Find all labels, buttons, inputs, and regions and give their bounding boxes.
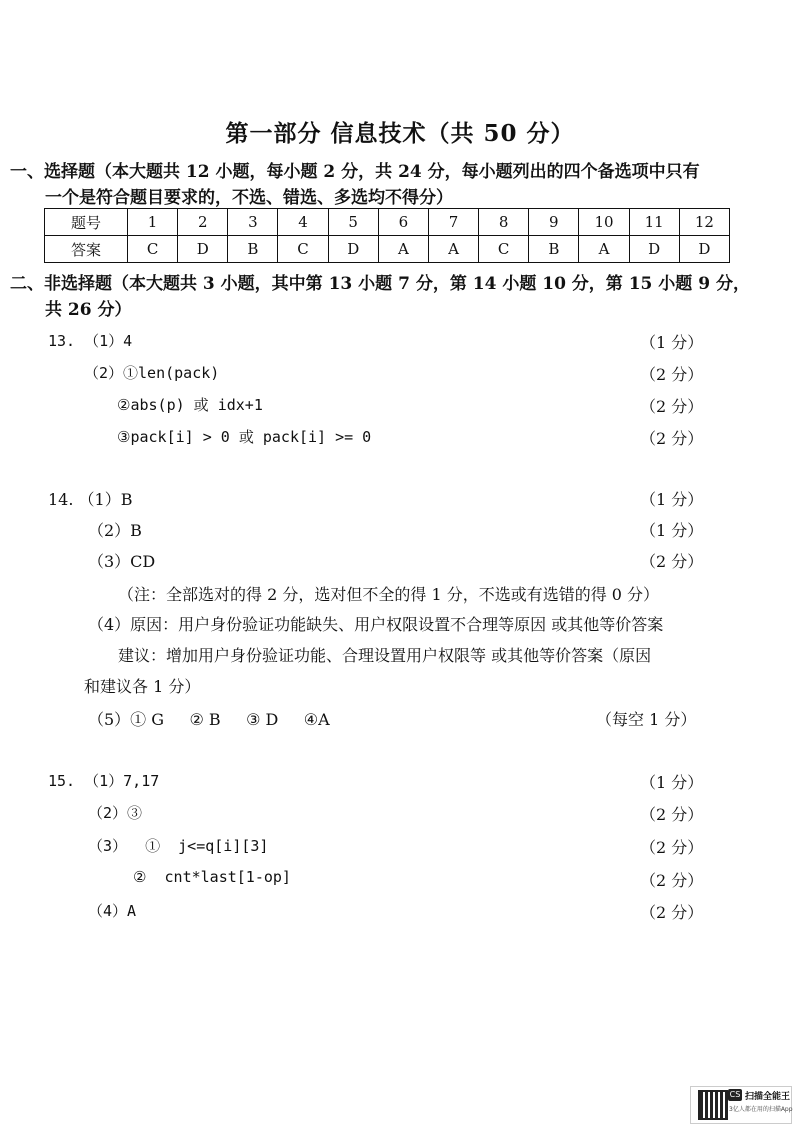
table-cell-label: 题号 — [45, 209, 128, 236]
table-cell-label: 答案 — [45, 236, 128, 263]
q13-score-4: （2 分） — [640, 429, 704, 448]
q13-answer-2: （2）①len(pack) — [84, 364, 220, 382]
q14-answer-4: （4）原因：用户身份验证功能缺失、用户权限设置不合理等原因 或其他等价答案 — [88, 615, 664, 634]
table-cell-answer: D — [629, 236, 679, 263]
table-cell-number: 8 — [479, 209, 529, 236]
table-cell-number: 3 — [228, 209, 278, 236]
table-cell-number: 10 — [579, 209, 629, 236]
q15-answer-4: （4）A — [88, 902, 137, 920]
q15-answer-2: （2）③ — [88, 804, 143, 822]
table-row-numbers — [45, 209, 730, 236]
table-cell-answer: B — [529, 236, 579, 263]
table-cell-answer: D — [178, 236, 228, 263]
q15-answer-1: 15. （1）7,17 — [48, 772, 160, 790]
q15-score-1: （1 分） — [640, 773, 704, 792]
q14-note: （注：全部选对的得 2 分，选对但不全的得 1 分，不选或有选错的得 0 分） — [118, 585, 660, 604]
q14-answer-3: （3）CD — [88, 552, 156, 571]
table-cell-answer: C — [479, 236, 529, 263]
q14-answer-4-scoring: 和建议各 1 分） — [84, 677, 201, 696]
table-cell-answer: A — [378, 236, 428, 263]
answer-table — [44, 208, 730, 263]
table-cell-number: 7 — [428, 209, 478, 236]
q15-score-4: （2 分） — [640, 871, 704, 890]
q13-score-1: （1 分） — [640, 333, 704, 352]
q14-answer-1: 14. （1）B — [48, 490, 133, 509]
q13-answer-4: ③pack[i] > 0 或 pack[i] >= 0 — [117, 428, 372, 446]
table-cell-number: 6 — [378, 209, 428, 236]
section1-heading-line1: 一、选择题（本大题共 12 小题，每小题 2 分，共 24 分，每小题列出的四个备选项中只有 — [10, 162, 700, 182]
q14-answer-4-suggestion: 建议：增加用户身份验证功能、合理设置用户权限等 或其他等价答案（原因 — [118, 646, 652, 665]
q15-answer-3-2: ② cnt*last[1-op] — [133, 868, 291, 886]
table-cell-number: 12 — [679, 209, 729, 236]
q13-answer-1: 13. （1）4 — [48, 332, 133, 350]
q15-score-2: （2 分） — [640, 805, 704, 824]
table-cell-answer: A — [579, 236, 629, 263]
table-cell-number: 1 — [128, 209, 178, 236]
q13-score-3: （2 分） — [640, 397, 704, 416]
table-cell-number: 11 — [629, 209, 679, 236]
table-cell-number: 2 — [178, 209, 228, 236]
q14-score-2: （1 分） — [640, 521, 704, 540]
table-cell-answer: B — [228, 236, 278, 263]
q15-answer-3: （3） ① j<=q[i][3] — [88, 837, 269, 855]
table-cell-number: 5 — [328, 209, 378, 236]
section2-heading-line1: 二、非选择题（本大题共 3 小题，其中第 13 小题 7 分，第 14 小题 10 分，第 15 小题 9 分， — [10, 274, 750, 294]
section1-heading-line2: 一个是符合题目要求的，不选、错选、多选均不得分） — [45, 188, 453, 208]
table-cell-answer: D — [679, 236, 729, 263]
q13-score-2: （2 分） — [640, 365, 704, 384]
camscanner-logo-icon: CS — [729, 1090, 741, 1099]
q15-score-5: （2 分） — [640, 903, 704, 922]
qr-code-icon — [698, 1090, 728, 1120]
table-row-answers — [45, 236, 730, 263]
section2-heading-line2: 共 26 分） — [45, 300, 132, 320]
q13-answer-3: ②abs(p) 或 idx+1 — [117, 396, 263, 414]
watermark-subtitle: 3亿人都在用的扫描App — [729, 1106, 793, 1113]
page-title: 第一部分 信息技术（共 50 分） — [225, 120, 575, 147]
table-cell-answer: C — [278, 236, 328, 263]
table-cell-answer: D — [328, 236, 378, 263]
q15-score-3: （2 分） — [640, 838, 704, 857]
q14-answer-5: （5）① G ② B ③ D ④A — [88, 710, 330, 729]
table-cell-number: 4 — [278, 209, 328, 236]
q14-score-5: （每空 1 分） — [596, 710, 697, 729]
q14-score-1: （1 分） — [640, 490, 704, 509]
table-cell-answer: C — [128, 236, 178, 263]
q14-answer-2: （2）B — [88, 521, 142, 540]
table-cell-answer: A — [428, 236, 478, 263]
q14-score-3: （2 分） — [640, 552, 704, 571]
watermark-name: 扫描全能王 — [745, 1092, 791, 1102]
table-cell-number: 9 — [529, 209, 579, 236]
